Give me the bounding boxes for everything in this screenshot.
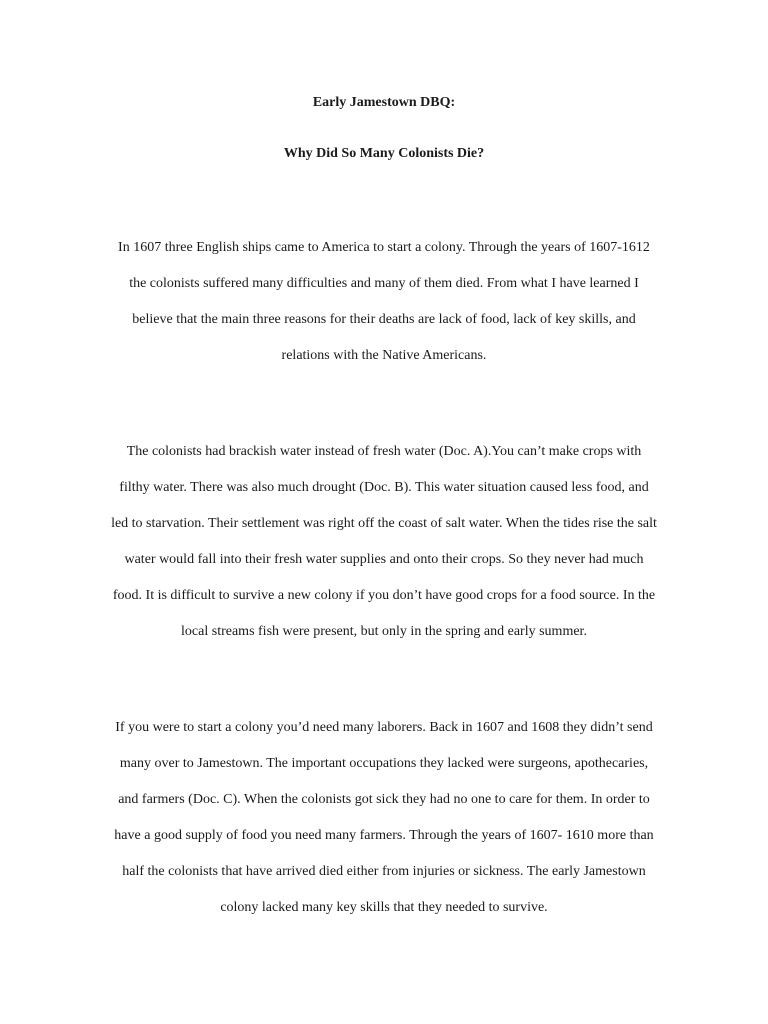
paragraph-line: If you were to start a colony you’d need many laborers. Back in 1607 and 1608 they didn’t send bbox=[115, 720, 653, 735]
paragraph-line: the colonists suffered many difficulties and many of them died. From what I have learned I bbox=[129, 276, 639, 291]
paragraph-line: colony lacked many key skills that they needed to survive. bbox=[220, 900, 548, 915]
paragraph-line: The colonists had brackish water instead of fresh water (Doc. A).You can’t make crops with bbox=[126, 444, 642, 459]
paragraph-line: and farmers (Doc. C). When the colonists got sick they had no one to care for them. In order to bbox=[118, 792, 650, 807]
paragraph-line: many over to Jamestown. The important occupations they lacked were surgeons, apothecaries, bbox=[119, 756, 649, 771]
paragraph-line: food. It is difficult to survive a new colony if you don’t have good crops for a food source. In the bbox=[112, 588, 656, 603]
paragraph-line: water would fall into their fresh water supplies and onto their crops. So they never had much bbox=[124, 552, 644, 567]
paragraph-line: have a good supply of food you need many farmers. Through the years of 1607- 1610 more than bbox=[114, 828, 654, 843]
document-subtitle: Why Did So Many Colonists Die? bbox=[283, 146, 485, 161]
document-title: Early Jamestown DBQ: bbox=[312, 95, 456, 110]
paragraph-line: relations with the Native Americans. bbox=[281, 348, 487, 363]
paragraph-line: believe that the main three reasons for their deaths are lack of food, lack of key skills, and bbox=[132, 312, 636, 327]
paragraph-line: local streams fish were present, but only in the spring and early summer. bbox=[181, 624, 587, 639]
paragraph-line: led to starvation. Their settlement was right off the coast of salt water. When the tides rise the salt bbox=[111, 516, 657, 531]
paragraph-line: In 1607 three English ships came to America to start a colony. Through the years of 1607-1612 bbox=[118, 240, 650, 255]
paragraph-line: half the colonists that have arrived died either from injuries or sickness. The early Jamestown bbox=[122, 864, 646, 879]
paragraph-line: filthy water. There was also much drought (Doc. B). This water situation caused less food, and bbox=[119, 480, 649, 495]
